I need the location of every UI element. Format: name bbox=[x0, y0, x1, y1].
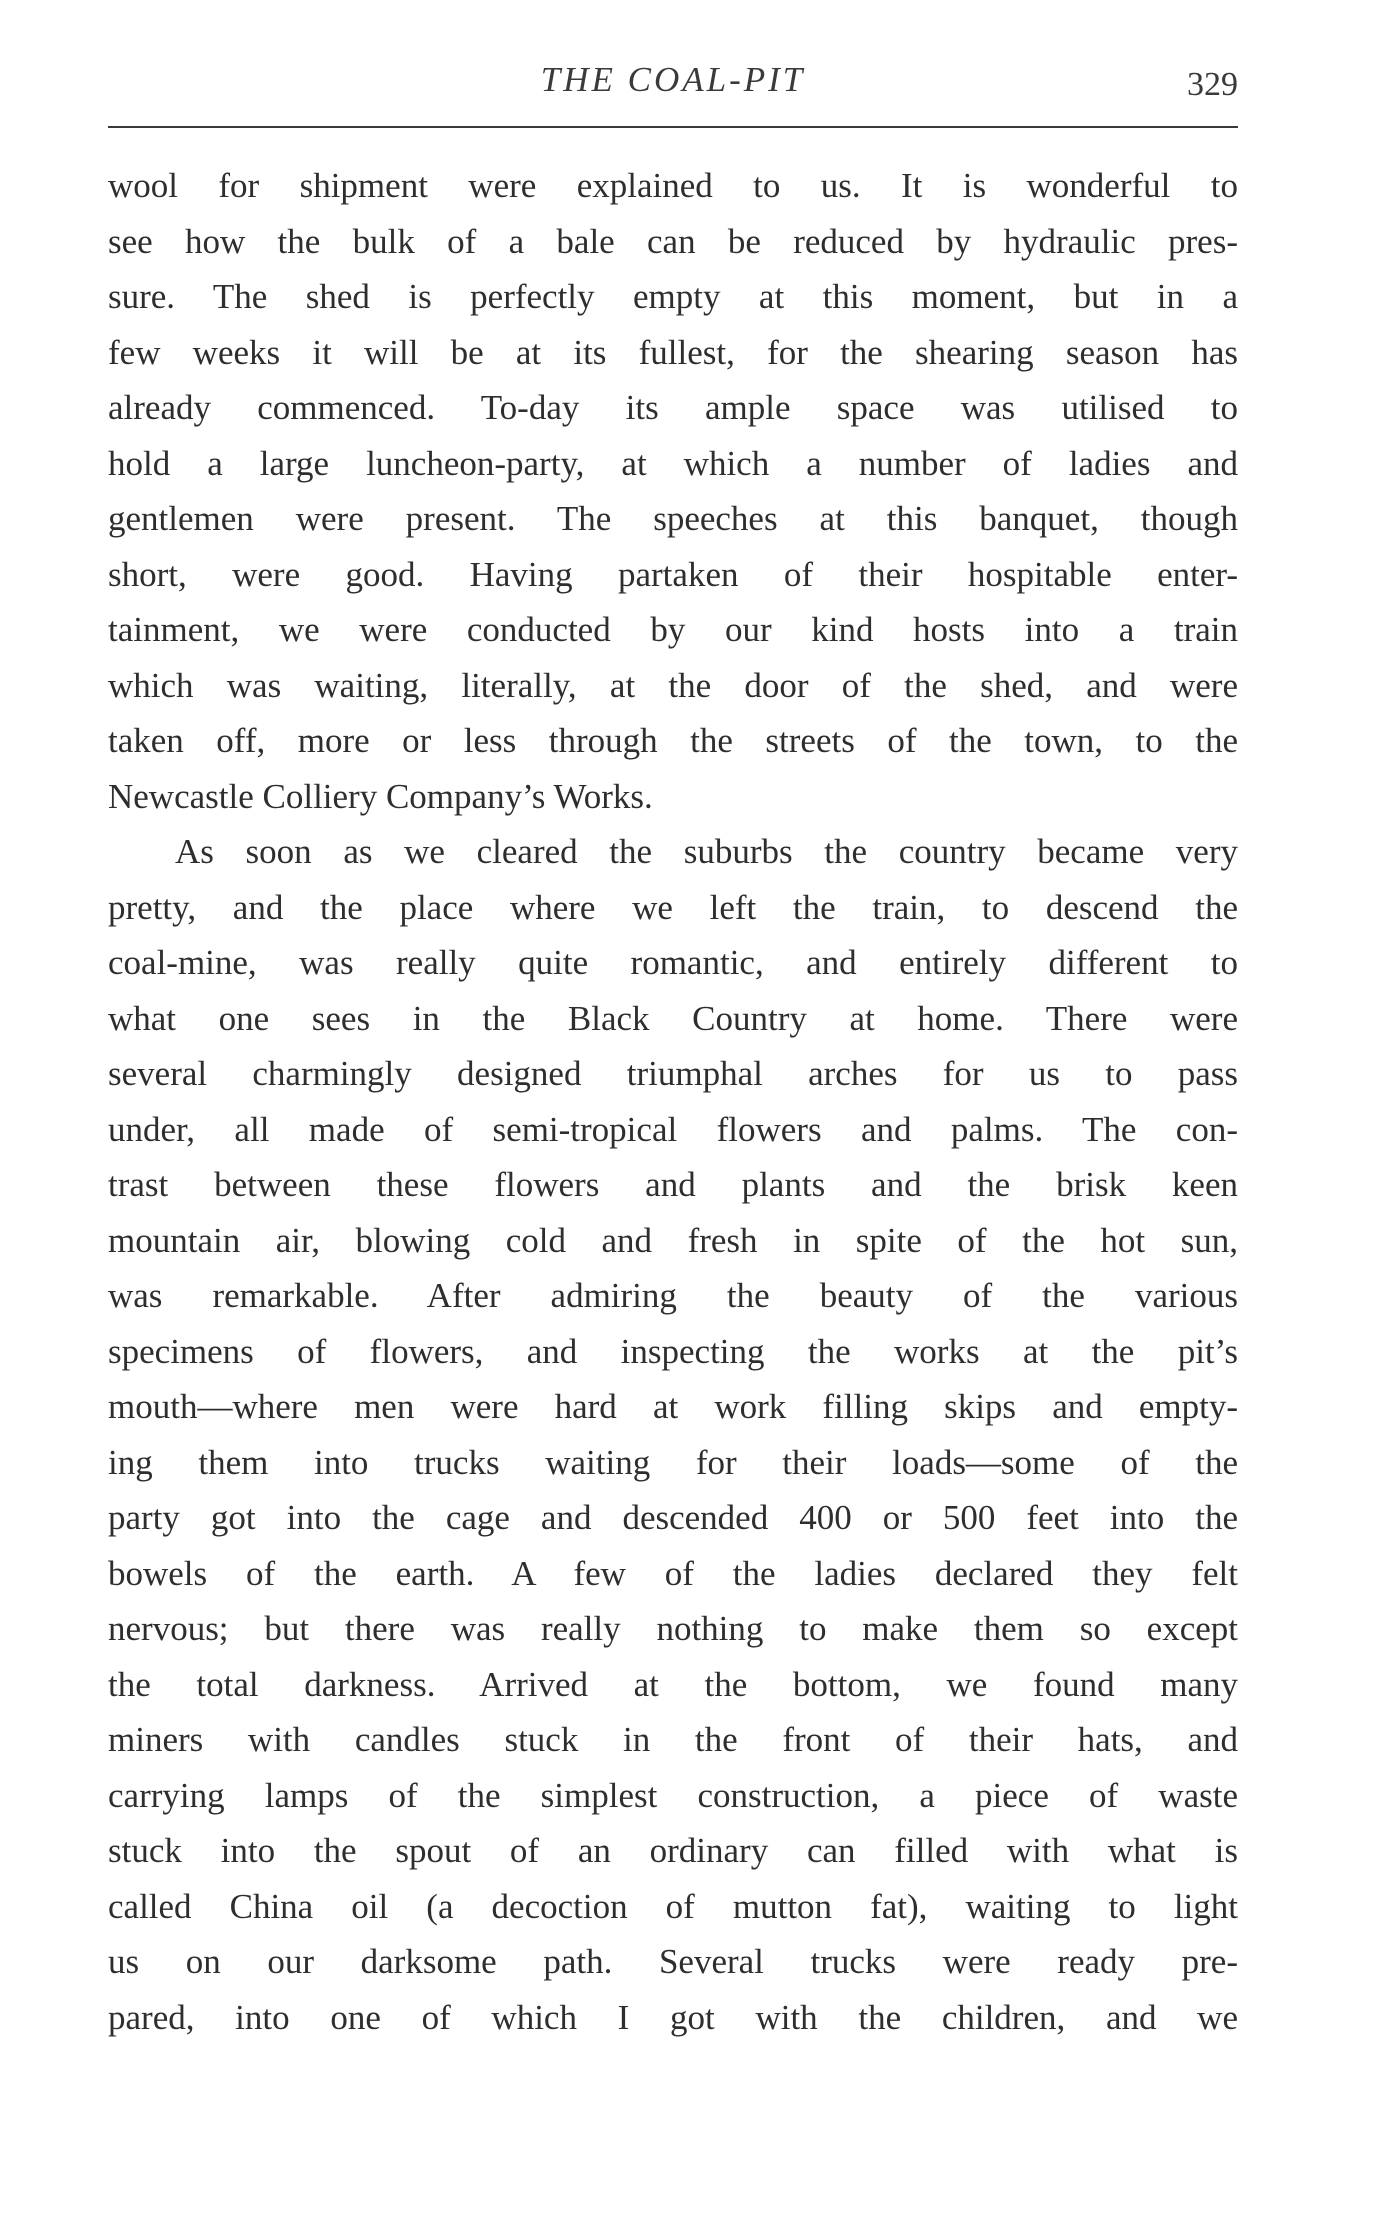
text-line: carrying lamps of the simplest construction, a piece of waste bbox=[108, 1775, 1238, 1815]
text-line: mouth—where men were hard at work filling skips and empty- bbox=[108, 1387, 1238, 1426]
text-line: hold a large luncheon-party, at which a number of ladies and bbox=[108, 443, 1238, 483]
paragraph-end-line: Newcastle Colliery Company’s Works. bbox=[108, 776, 653, 816]
text-line: coal-mine, was really quite romantic, and entirely different to bbox=[108, 943, 1238, 982]
text-line: sure. The shed is perfectly empty at this moment, but in a bbox=[108, 277, 1238, 316]
paragraph-start-line: As soon as we cleared the suburbs the country became very bbox=[175, 832, 1238, 871]
text-line: few weeks it will be at its fullest, for the shearing season has bbox=[108, 332, 1238, 372]
text-line: was remarkable. After admiring the beauty of the various bbox=[108, 1276, 1238, 1315]
text-line: which was waiting, literally, at the door of the shed, and were bbox=[108, 665, 1238, 705]
text-line: stuck into the spout of an ordinary can filled with what is bbox=[108, 1831, 1238, 1870]
running-title: THE COAL-PIT bbox=[540, 60, 806, 99]
text-line: wool for shipment were explained to us. It is wonderful to bbox=[108, 166, 1238, 205]
text-line: called China oil (a decoction of mutton fat), waiting to light bbox=[108, 1886, 1238, 1926]
text-line: gentlemen were present. The speeches at this banquet, though bbox=[108, 499, 1238, 538]
text-line: under, all made of semi-tropical flowers and palms. The con- bbox=[108, 1109, 1238, 1149]
text-line: trast between these flowers and plants and the brisk keen bbox=[108, 1165, 1238, 1204]
text-line: mountain air, blowing cold and fresh in spite of the hot sun, bbox=[108, 1220, 1238, 1260]
text-line: tainment, we were conducted by our kind hosts into a train bbox=[108, 610, 1238, 649]
text-line: ing them into trucks waiting for their loads—some of the bbox=[108, 1442, 1238, 1482]
text-line: nervous; but there was really nothing to make them so except bbox=[108, 1609, 1238, 1648]
running-head bbox=[108, 60, 1238, 110]
text-line: us on our darksome path. Several trucks were ready pre- bbox=[108, 1942, 1238, 1981]
text-line: short, were good. Having partaken of their hospitable enter- bbox=[108, 554, 1238, 594]
header-rule bbox=[108, 126, 1238, 128]
text-line: see how the bulk of a bale can be reduced by hydraulic pres- bbox=[108, 221, 1238, 261]
text-line: specimens of flowers, and inspecting the works at the pit’s bbox=[108, 1331, 1238, 1371]
page-number: 329 bbox=[1187, 66, 1238, 103]
text-line: party got into the cage and descended 400 or 500 feet into the bbox=[108, 1498, 1238, 1537]
text-line: pared, into one of which I got with the children, and we bbox=[108, 1997, 1238, 2037]
text-line: several charmingly designed triumphal arches for us to pass bbox=[108, 1054, 1238, 1093]
text-line: what one sees in the Black Country at home. There were bbox=[108, 998, 1238, 1038]
text-line: taken off, more or less through the streets of the town, to the bbox=[108, 721, 1238, 760]
text-line: the total darkness. Arrived at the bottom, we found many bbox=[108, 1664, 1238, 1704]
text-line: miners with candles stuck in the front of their hats, and bbox=[108, 1720, 1238, 1759]
text-line: already commenced. To-day its ample space was utilised to bbox=[108, 388, 1238, 427]
body-text bbox=[108, 158, 1238, 2045]
text-line: pretty, and the place where we left the train, to descend the bbox=[108, 887, 1238, 927]
text-line: bowels of the earth. A few of the ladies declared they felt bbox=[108, 1553, 1238, 1593]
